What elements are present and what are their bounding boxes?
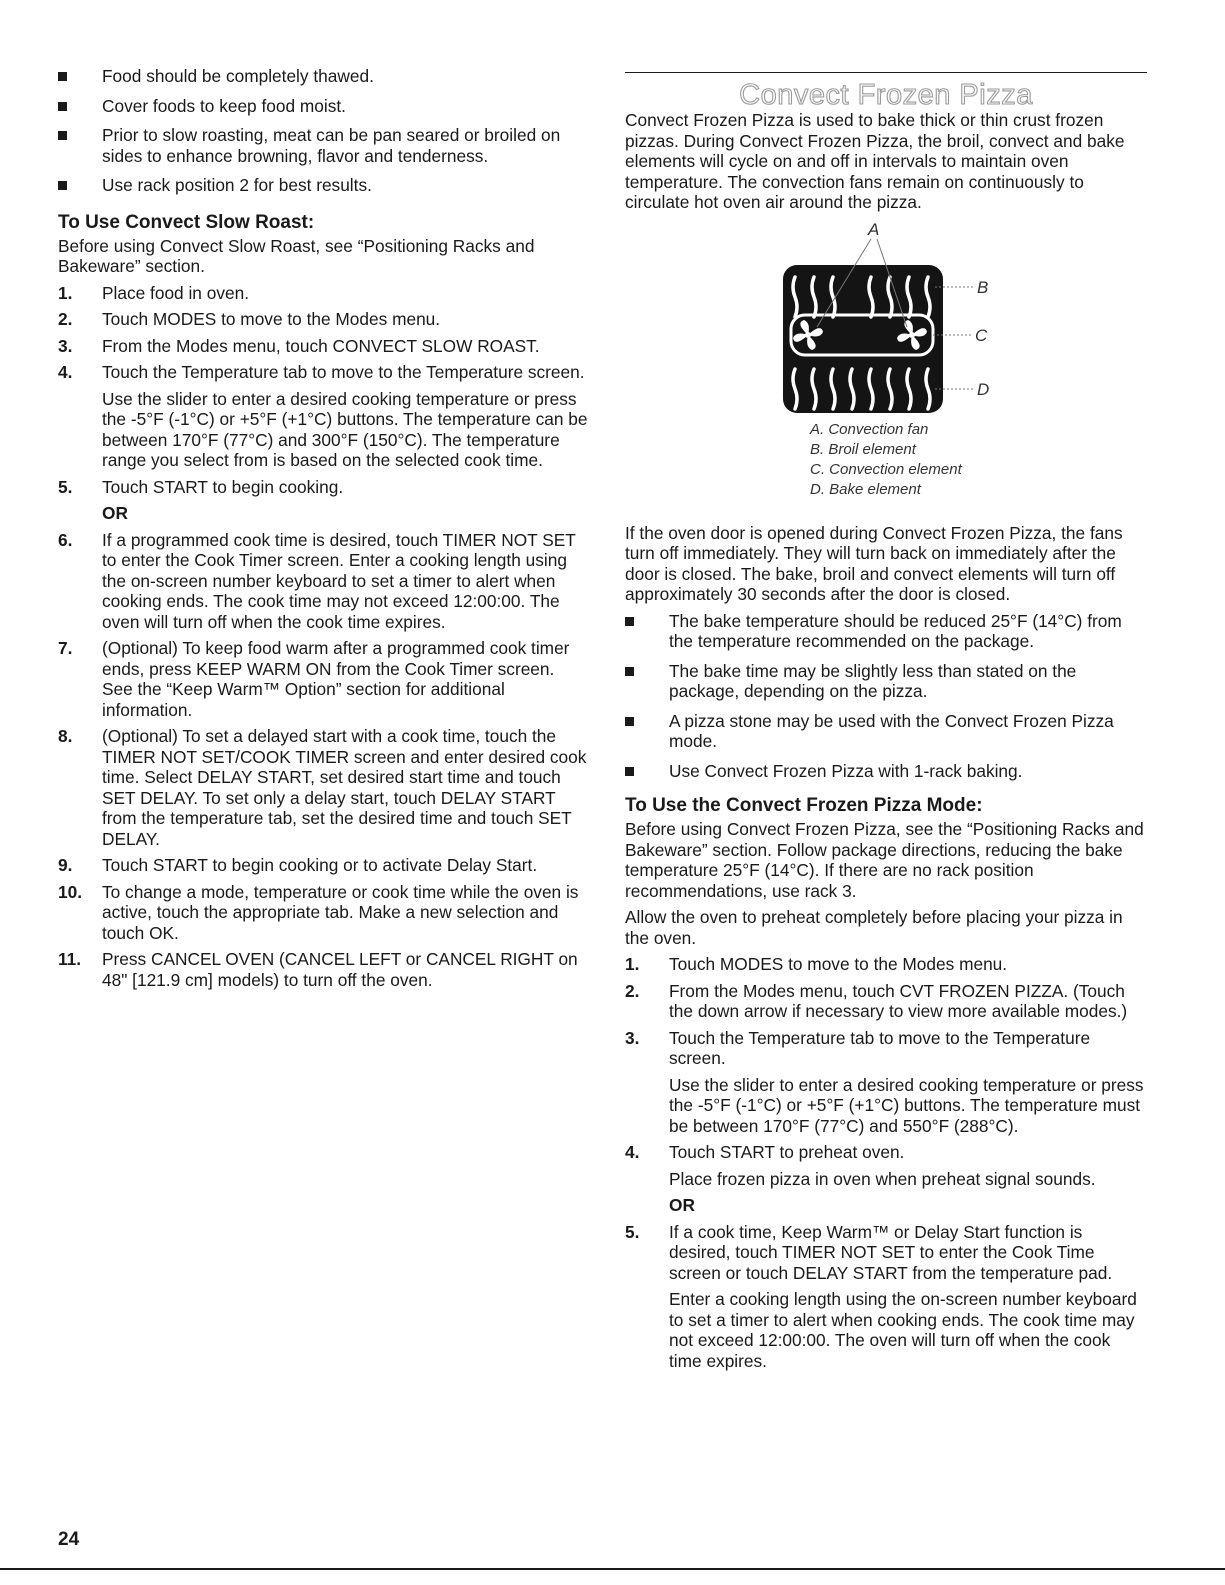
step-extra: Enter a cooking length using the on-screen number keyboard to set a timer to alert when cooking ends. The cook time may not exceed 12:00:00. The oven will turn off when the cook time expires. [669, 1289, 1137, 1371]
oven-diagram [625, 213, 1147, 513]
section-rule [625, 72, 1147, 73]
pizza-intro: Convect Frozen Pizza is used to bake thick or thin crust frozen pizzas. During Convect Frozen Pizza, the broil, convect and bake elements will cycle on and off in intervals to maintain oven temperature. The convection fans remain on continuously to circulate hot oven air around the pizza. [625, 110, 1125, 212]
step-item [625, 981, 1147, 1022]
step-number: 5. [625, 1221, 640, 1242]
right-column [625, 66, 1147, 1377]
step-item [625, 954, 1147, 975]
step-number: 6. [58, 529, 73, 550]
or-label: OR [669, 1195, 695, 1215]
step-number: 9. [58, 855, 73, 875]
label-d: D [977, 379, 990, 399]
step-item [58, 949, 588, 990]
list-item: Use Convect Frozen Pizza with 1-rack baking. [625, 761, 1147, 782]
step-item [58, 882, 588, 944]
step-item [58, 530, 588, 633]
step-extra: Place frozen pizza in oven when preheat signal sounds. [669, 1168, 1096, 1189]
step-number: 10. [58, 881, 83, 902]
step-text: Touch START to begin cooking. [102, 476, 344, 497]
step-text: Touch MODES to move to the Modes menu. [102, 309, 441, 329]
list-item: Prior to slow roasting, meat can be pan seared or broiled on sides to enhance browning, flavor and tenderness. [58, 125, 588, 166]
step-number: 3. [58, 335, 73, 356]
slow-roast-intro: Before using Convect Slow Roast, see “Positioning Racks and Bakeware” section. [58, 235, 535, 276]
step-extra: Use the slider to enter a desired cooking temperature or press the -5°F (-1°C) or +5°F (+1°C) buttons. The temperature can be between 170°F (77°C) and 300°F (150°C). The temperature range you select from is based on the selected cook time. [102, 388, 588, 470]
step-number: 1. [625, 954, 640, 974]
step-number: 11. [58, 949, 82, 969]
label-a: A [868, 219, 880, 239]
step-text: Press CANCEL OVEN (CANCEL LEFT or CANCEL RIGHT on 48" [121.9 cm] models) to turn off the oven. [102, 949, 578, 990]
step-number: 7. [58, 638, 73, 658]
step-text: Touch the Temperature tab to move to the Temperature screen. [102, 362, 585, 382]
pizza-mode-intro: Before using Convect Frozen Pizza, see the “Positioning Racks and Bakeware” section. Follow package directions, reducing the bake temperature 25°F (14°C). If there are no rack position recommendations, use rack 3. [625, 819, 1144, 901]
step-number: 4. [625, 1142, 640, 1162]
step-item [625, 1222, 1147, 1372]
right-bullet-list [625, 611, 1147, 782]
list-item: Use rack position 2 for best results. [58, 175, 588, 196]
step-text: Place food in oven. [102, 282, 249, 303]
step-number: 1. [58, 282, 73, 303]
step-item [58, 638, 588, 720]
pizza-mode-heading: To Use the Convect Frozen Pizza Mode: [625, 795, 983, 816]
label-b: B [977, 277, 989, 297]
bottom-rule [0, 1568, 1225, 1570]
list-item: Food should be completely thawed. [58, 66, 588, 87]
oven-diagram-svg [625, 217, 1147, 417]
oven-cavity [783, 265, 943, 413]
step-text: From the Modes menu, touch CVT FROZEN PIZZA. (Touch the down arrow if necessary to view more available modes.) [669, 980, 1128, 1021]
left-bullet-list [58, 66, 588, 196]
step-item [58, 362, 588, 471]
step-item [58, 726, 588, 849]
figure-captions [810, 420, 962, 500]
step-text: (Optional) To set a delayed start with a cook time, touch the TIMER NOT SET/COOK TIMER screen and enter desired cook time. Select DELAY START, set desired start time and touch SET DELAY. To set only a delay start, touch DELAY START from the temperature tab, set the desired time and touch SET DELAY. [102, 726, 587, 849]
step-item [58, 309, 588, 330]
step-text: Touch the Temperature tab to move to the Temperature screen. [669, 1027, 1091, 1068]
step-text: From the Modes menu, touch CONVECT SLOW ROAST. [102, 335, 540, 356]
step-number: 5. [58, 476, 73, 497]
page-number: 24 [58, 1529, 80, 1550]
step-number: 3. [625, 1027, 640, 1048]
step-text: Touch START to preheat oven. [669, 1142, 905, 1162]
step-item [625, 1142, 1147, 1216]
pizza-preheat-note: Allow the oven to preheat completely before placing your pizza in the oven. [625, 907, 1123, 948]
step-text: Touch MODES to move to the Modes menu. [669, 954, 1008, 974]
step-number: 8. [58, 726, 73, 746]
step-text: To change a mode, temperature or cook time while the oven is active, touch the appropriate tab. Make a new selection and touch OK. [102, 881, 579, 943]
step-number: 2. [625, 980, 640, 1001]
list-item: A pizza stone may be used with the Convect Frozen Pizza mode. [625, 711, 1147, 752]
or-label: OR [102, 503, 128, 523]
pizza-mode-steps [625, 954, 1147, 1371]
list-item: The bake temperature should be reduced 25°F (14°C) from the temperature recommended on the package. [625, 611, 1147, 652]
section-title: Convect Frozen Pizza [739, 79, 1033, 111]
list-item: The bake time may be slightly less than stated on the package, depending on the pizza. [625, 661, 1147, 702]
caption: B. Broil element [810, 440, 916, 458]
step-item [58, 336, 588, 357]
step-text: (Optional) To keep food warm after a programmed cook timer ends, press KEEP WARM ON from the Cook Timer screen. See the “Keep Warm™ Option” section for additional information. [102, 638, 570, 720]
caption: D. Bake element [810, 480, 921, 498]
step-item [625, 1028, 1147, 1137]
step-item [58, 477, 588, 524]
step-number: 2. [58, 309, 73, 329]
slow-roast-heading: To Use Convect Slow Roast: [58, 211, 315, 233]
step-text: If a programmed cook time is desired, touch TIMER NOT SET to enter the Cook Timer screen. Enter a cooking length using the on-screen number keyboard to set a timer to alert when cooking ends. The cook time may not exceed 12:00:00. The oven will turn off when the cook time expires. [102, 529, 576, 632]
step-extra: Use the slider to enter a desired cooking temperature or press the -5°F (-1°C) or +5°F (+1°C) buttons. The temperature must be between 170°F (77°C) and 550°F (288°C). [669, 1074, 1144, 1136]
left-column [58, 66, 588, 996]
door-paragraph: If the oven door is opened during Convect Frozen Pizza, the fans turn off immediately. They will turn back on immediately after the door is closed. The bake, broil and convect elements will turn off approximately 30 seconds after the door is closed. [625, 522, 1123, 604]
slow-roast-steps [58, 283, 588, 991]
step-item [58, 283, 588, 304]
label-c: C [975, 325, 988, 345]
step-item [58, 855, 588, 876]
caption: A. Convection fan [810, 420, 929, 438]
step-text: If a cook time, Keep Warm™ or Delay Start function is desired, touch TIMER NOT SET to enter the Cook Time screen or touch DELAY START from the temperature pad. [669, 1221, 1113, 1283]
step-number: 4. [58, 362, 73, 382]
step-text: Touch START to begin cooking or to activate Delay Start. [102, 855, 538, 875]
list-item: Cover foods to keep food moist. [58, 96, 588, 117]
caption: C. Convection element [810, 460, 962, 478]
